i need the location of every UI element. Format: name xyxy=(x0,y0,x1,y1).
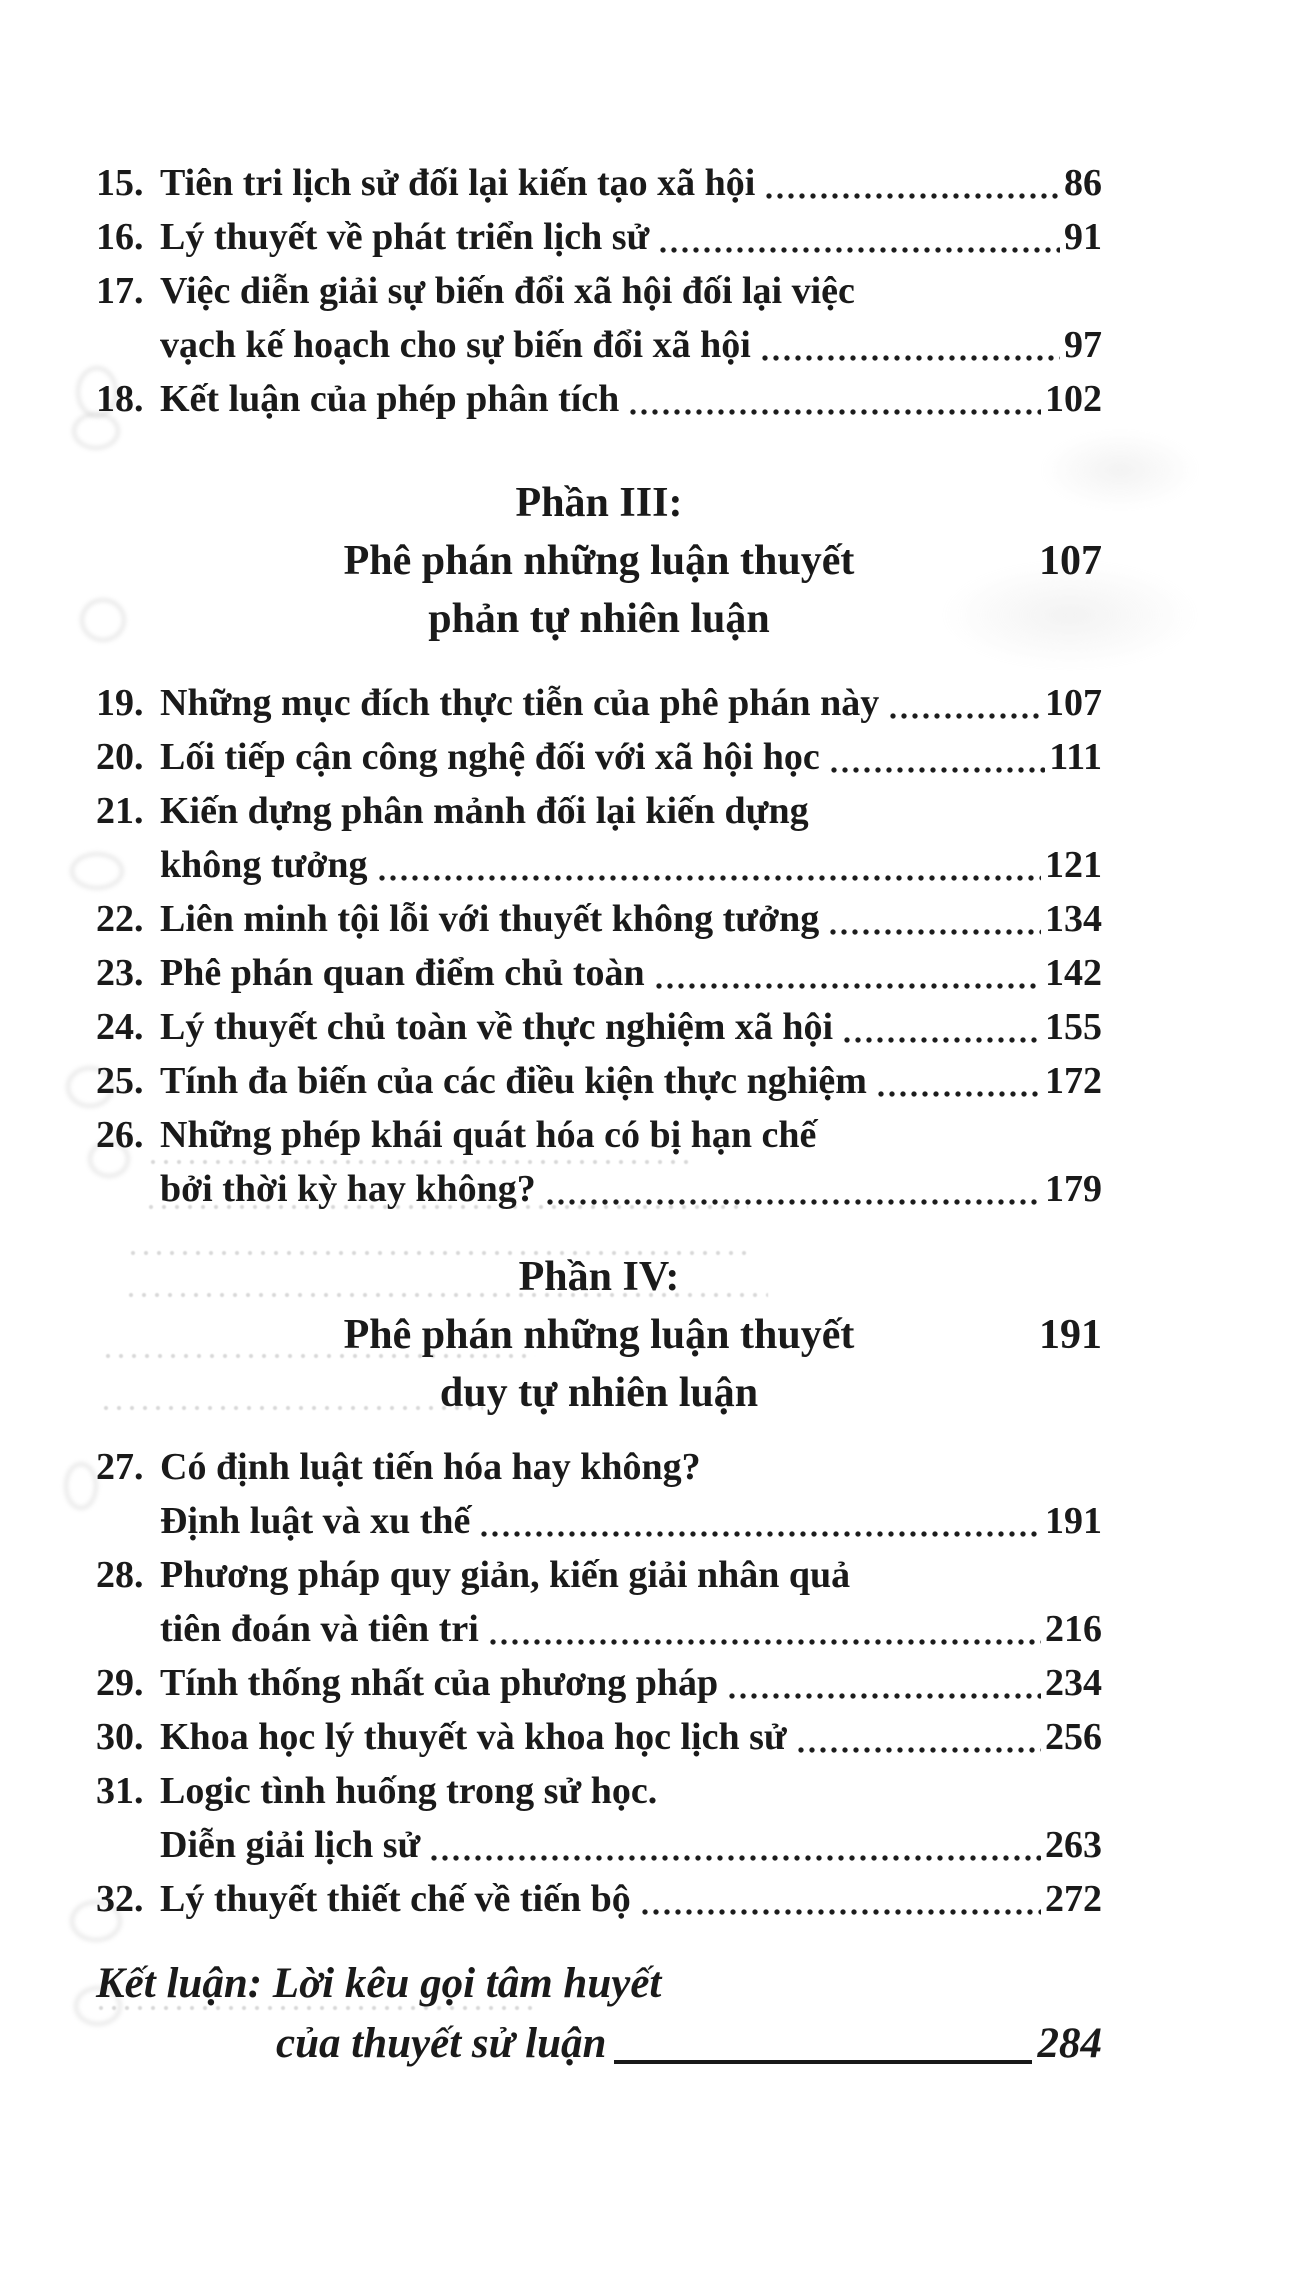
dot-leader xyxy=(830,765,1045,775)
entry-title: Tính thống nhất của phương pháp xyxy=(160,1662,719,1704)
conclusion-entry xyxy=(96,1954,1102,2074)
conclusion-line2: của thuyết sử luận xyxy=(276,2020,607,2067)
dot-leader xyxy=(797,1745,1041,1755)
entry-page-number: 91 xyxy=(1064,216,1102,258)
part-page-number: 107 xyxy=(1039,538,1102,584)
toc-entry xyxy=(96,1710,1102,1764)
dot-leader xyxy=(489,1637,1041,1647)
entry-number: 28. xyxy=(96,1554,144,1596)
part-title-line: Phê phán những luận thuyết xyxy=(343,1312,855,1358)
entry-title: Lối tiếp cận công nghệ đối với xã hội học xyxy=(160,736,820,778)
entry-title: Logic tình huống trong sử học. xyxy=(160,1770,658,1812)
toc-entry xyxy=(96,1548,1102,1656)
toc-entry xyxy=(96,372,1102,426)
toc-entry xyxy=(96,1054,1102,1108)
entry-title-continued: bởi thời kỳ hay không? xyxy=(160,1168,536,1210)
entry-number: 17. xyxy=(96,270,144,312)
entry-number: 18. xyxy=(96,378,144,420)
toc-entry xyxy=(96,1440,1102,1548)
entry-page-number: 263 xyxy=(1045,1824,1102,1866)
entry-page-number: 216 xyxy=(1045,1608,1102,1650)
entry-number: 32. xyxy=(96,1878,144,1920)
dot-leader xyxy=(843,1035,1041,1045)
entry-title: Liên minh tội lỗi với thuyết không tưởng xyxy=(160,898,820,940)
entry-page-number: 234 xyxy=(1045,1662,1102,1704)
entry-title-continued: vạch kế hoạch cho sự biến đổi xã hội xyxy=(160,324,751,366)
toc-entry xyxy=(96,892,1102,946)
dot-leader xyxy=(829,927,1041,937)
dot-leader xyxy=(641,1907,1041,1917)
toc-entry xyxy=(96,156,1102,210)
entry-title: Phương pháp quy giản, kiến giải nhân quả xyxy=(160,1554,851,1596)
entry-title-continued: không tưởng xyxy=(160,844,368,886)
dot-leader xyxy=(480,1529,1041,1539)
entry-title: Kiến dựng phân mảnh đối lại kiến dựng xyxy=(160,790,809,832)
entry-title-continued: Định luật và xu thế xyxy=(160,1500,471,1542)
entry-number: 25. xyxy=(96,1060,144,1102)
toc-entry xyxy=(96,264,1102,372)
entry-page-number: 111 xyxy=(1049,736,1102,778)
entry-page-number: 272 xyxy=(1045,1878,1102,1920)
dot-leader xyxy=(430,1853,1041,1863)
entry-number: 27. xyxy=(96,1446,144,1488)
entry-page-number: 155 xyxy=(1045,1006,1102,1048)
entry-title: Những mục đích thực tiễn của phê phán này xyxy=(160,682,880,724)
entry-number: 31. xyxy=(96,1770,144,1812)
entry-title: Lý thuyết về phát triển lịch sử xyxy=(160,216,650,258)
part-title-line: Phê phán những luận thuyết xyxy=(343,538,855,584)
entry-page-number: 191 xyxy=(1045,1500,1102,1542)
toc-entry xyxy=(96,676,1102,730)
dot-leader xyxy=(728,1691,1041,1701)
entry-title: Lý thuyết chủ toàn về thực nghiệm xã hội xyxy=(160,1006,834,1048)
entry-page-number: 256 xyxy=(1045,1716,1102,1758)
dot-leader xyxy=(546,1197,1041,1207)
entry-page-number: 179 xyxy=(1045,1168,1102,1210)
entry-page-number: 86 xyxy=(1064,162,1102,204)
part-label: Phần III: xyxy=(515,480,683,526)
entry-number: 15. xyxy=(96,162,144,204)
toc-entry xyxy=(96,210,1102,264)
entry-page-number: 142 xyxy=(1045,952,1102,994)
entry-number: 16. xyxy=(96,216,144,258)
entry-page-number: 172 xyxy=(1045,1060,1102,1102)
dot-leader xyxy=(877,1089,1041,1099)
entry-page-number: 97 xyxy=(1064,324,1102,366)
dot-leader xyxy=(761,353,1060,363)
entry-title: Kết luận của phép phân tích xyxy=(160,378,620,420)
scan-artifact xyxy=(64,1462,98,1510)
part-title-line: phản tự nhiên luận xyxy=(428,596,770,642)
dot-leader xyxy=(655,981,1041,991)
entry-page-number: 121 xyxy=(1045,844,1102,886)
entry-number: 21. xyxy=(96,790,144,832)
part-title-line: duy tự nhiên luận xyxy=(439,1370,759,1416)
leader-rule xyxy=(614,2060,1031,2064)
entry-number: 29. xyxy=(96,1662,144,1704)
dot-leader xyxy=(889,711,1041,721)
entry-page-number: 107 xyxy=(1045,682,1102,724)
toc-content xyxy=(96,156,1102,2074)
entry-title: Tiên tri lịch sử đối lại kiến tạo xã hội xyxy=(160,162,756,204)
toc-entry xyxy=(96,1872,1102,1926)
toc-entry xyxy=(96,784,1102,892)
entry-number: 20. xyxy=(96,736,144,778)
part-heading xyxy=(96,474,1102,648)
toc-entry xyxy=(96,946,1102,1000)
entry-title: Khoa học lý thuyết và khoa học lịch sử xyxy=(160,1716,787,1758)
dot-leader xyxy=(629,407,1041,417)
entry-title: Có định luật tiến hóa hay không? xyxy=(160,1446,701,1488)
entry-title: Những phép khái quát hóa có bị hạn chế xyxy=(160,1114,817,1156)
toc-entry xyxy=(96,1764,1102,1872)
conclusion-page-number: 284 xyxy=(1037,2020,1102,2067)
dot-leader xyxy=(378,873,1041,883)
entry-number: 22. xyxy=(96,898,144,940)
entry-number: 23. xyxy=(96,952,144,994)
part-page-number: 191 xyxy=(1039,1312,1102,1358)
entry-number: 26. xyxy=(96,1114,144,1156)
toc-entry xyxy=(96,730,1102,784)
entry-page-number: 102 xyxy=(1045,378,1102,420)
dot-leader xyxy=(765,191,1060,201)
toc-entry xyxy=(96,1108,1102,1216)
entry-title-continued: tiên đoán và tiên tri xyxy=(160,1608,479,1650)
entry-title: Việc diễn giải sự biến đổi xã hội đối lại việc xyxy=(160,270,855,312)
toc-entry xyxy=(96,1000,1102,1054)
entry-title: Lý thuyết thiết chế về tiến bộ xyxy=(160,1878,631,1920)
entry-number: 19. xyxy=(96,682,144,724)
part-heading xyxy=(96,1248,1102,1422)
part-label: Phần IV: xyxy=(518,1254,680,1300)
entry-number: 30. xyxy=(96,1716,144,1758)
entry-title: Phê phán quan điểm chủ toàn xyxy=(160,952,645,994)
toc-entry xyxy=(96,1656,1102,1710)
entry-page-number: 134 xyxy=(1045,898,1102,940)
conclusion-line1: Kết luận: Lời kêu gọi tâm huyết xyxy=(96,1960,662,2007)
entry-title-continued: Diễn giải lịch sử xyxy=(160,1824,421,1866)
entry-title: Tính đa biến của các điều kiện thực nghiệm xyxy=(160,1060,867,1102)
dot-leader xyxy=(659,245,1060,255)
entry-number: 24. xyxy=(96,1006,144,1048)
